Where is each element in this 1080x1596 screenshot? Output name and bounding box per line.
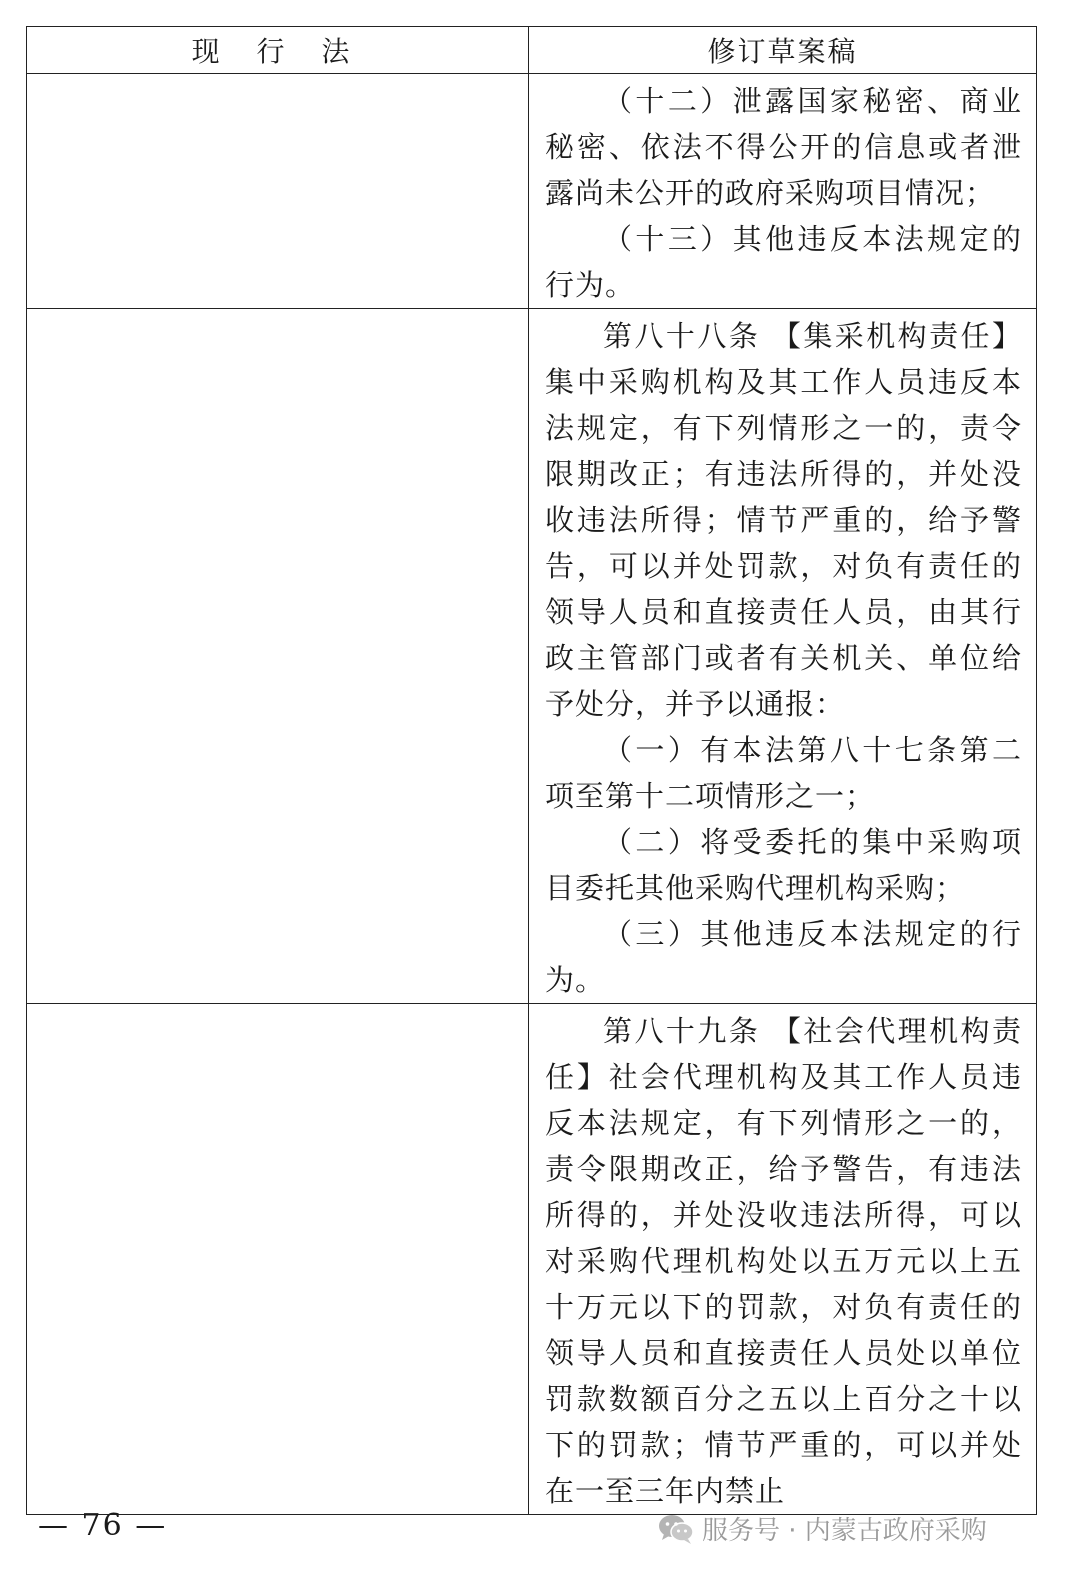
wechat-icon [658,1513,694,1545]
watermark-brand [658,1510,987,1547]
draft-cell [529,74,1037,309]
draft-paragraph: （一）有本法第八十七条第二项至第十二项情形之一； [545,733,1022,813]
draft-cell [529,309,1037,1004]
draft-paragraph: （十二）泄露国家秘密、商业秘密、依法不得公开的信息或者泄露尚未公开的政府采购项目情况； [545,84,1022,210]
draft-header: 修订草案稿 [529,27,1037,74]
current-law-header: 现 行 法 [27,27,529,74]
table-row [27,74,1037,309]
current-law-cell [27,74,529,309]
article-88-paragraph: 第八十八条 【集采机构责任】集中采购机构及其工作人员违反本法规定，有下列情形之一的，责令限期改正；有违法所得的，并处没收违法所得；情节严重的，给予警告，可以并处罚款，对负有责任的领导人员和直接责任人员，由其行政主管部门或者有关机关、单位给予处分，并予以通报： [545,319,1022,721]
draft-cell [529,1004,1037,1515]
table-header-row [27,27,1037,74]
draft-paragraph: （三）其他违反本法规定的行为。 [545,917,1022,997]
brand-text: 服务号 · 内蒙古政府采购 [702,1516,987,1546]
page-number: — 76 — [38,1508,168,1543]
draft-paragraph: （二）将受委托的集中采购项目委托其他采购代理机构采购； [545,825,1022,905]
table-row [27,309,1037,1004]
draft-paragraph: （十三）其他违反本法规定的行为。 [545,222,1022,302]
article-89-paragraph: 第八十九条 【社会代理机构责任】社会代理机构及其工作人员违反本法规定，有下列情形之一的，责令限期改正，给予警告，有违法所得的，并处没收违法所得，可以对采购代理机构处以五万元以上五十万元以下的罚款，对负有责任的领导人员和直接责任人员处以单位罚款数额百分之五以上百分之十以下的罚款；情节严重的，可以并处在一至三年内禁止 [545,1014,1022,1508]
comparison-table [26,26,1037,1515]
table-row [27,1004,1037,1515]
current-law-cell [27,309,529,1004]
current-law-cell [27,1004,529,1515]
